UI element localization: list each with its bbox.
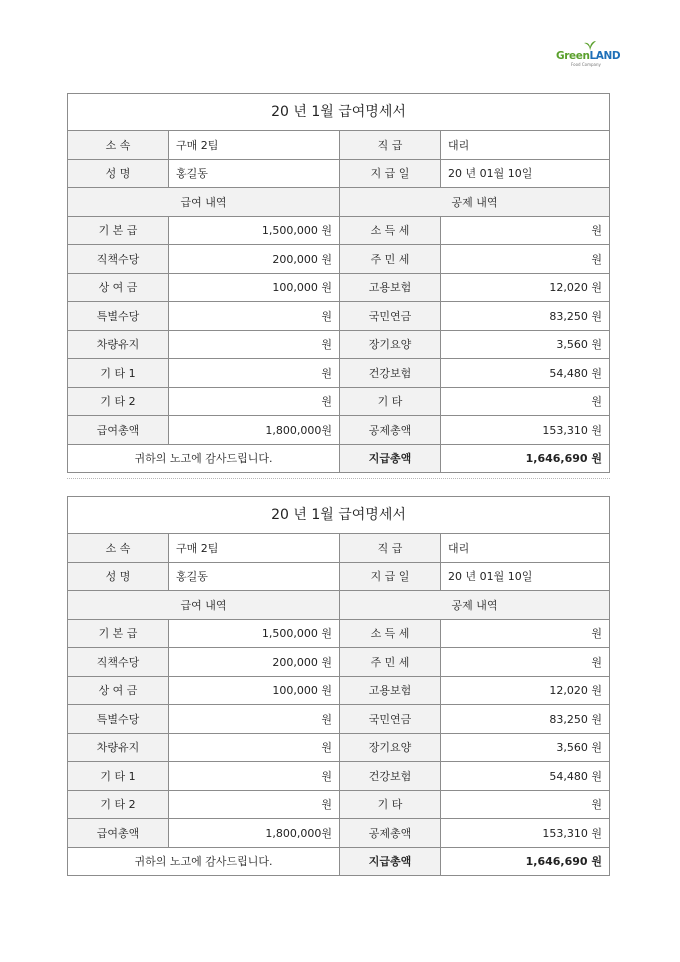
deduction-item-value: 원 [591,395,602,409]
footer-row [68,445,609,473]
table-row [68,388,609,417]
pay-item-label: 특별수당 [68,302,169,330]
table-row [68,331,609,360]
info-row-department [68,534,609,563]
pay-item-label: 특별수당 [68,705,169,733]
section-deduction-details: 공제 내역 [340,188,609,216]
pay-item-label: 기 타 2 [68,791,169,819]
value-name: 홍길동 [169,160,340,188]
pay-item-value: 1,500,000 원 [169,620,340,648]
table-row [68,245,609,274]
greenland-logo [556,40,621,70]
deduction-item-label: 국민연금 [340,302,441,330]
deduction-item-value: 원 [591,224,602,238]
gross-pay-value: 1,800,000원 [169,819,340,847]
deduction-item-value: 83,250 원 [549,309,602,323]
pay-item-label: 상 여 금 [68,274,169,302]
pay-item-label: 기 타 1 [68,359,169,387]
label-pay-date: 지 급 일 [340,563,441,591]
table-row [68,762,609,791]
value-pay-date: 20 년 01월 10일 [448,570,533,584]
table-row-totals [68,819,609,848]
table-row [68,620,609,649]
pay-item-value: 원 [169,762,340,790]
label-department: 소 속 [68,534,169,562]
deduction-item-label: 장기요양 [340,331,441,359]
deduction-item-label: 기 타 [340,791,441,819]
value-position: 대리 [448,541,470,555]
table-row [68,791,609,820]
table-row [68,217,609,246]
deduction-item-value: 원 [591,798,602,812]
section-header-row [68,188,609,217]
pay-item-value: 200,000 원 [169,245,340,273]
pay-item-value: 원 [169,331,340,359]
section-header-row [68,591,609,620]
label-position: 직 급 [340,131,441,159]
pay-item-value: 원 [169,359,340,387]
pay-item-value: 원 [169,388,340,416]
table-row [68,274,609,303]
deduction-item-value: 83,250 원 [549,712,602,726]
deduction-item-label: 소 득 세 [340,217,441,245]
deduction-item-label: 고용보험 [340,677,441,705]
thanks-message: 귀하의 노고에 감사드립니다. [68,445,340,473]
deduction-item-label: 국민연금 [340,705,441,733]
pay-item-value: 100,000 원 [169,677,340,705]
info-row-department [68,131,609,160]
cut-line [67,478,610,479]
deduction-item-label: 고용보험 [340,274,441,302]
label-name: 성 명 [68,563,169,591]
deduction-item-label: 주 민 세 [340,245,441,273]
deduction-item-label: 기 타 [340,388,441,416]
pay-item-label: 상 여 금 [68,677,169,705]
section-pay-details: 급여 내역 [68,188,340,216]
label-position: 직 급 [340,534,441,562]
deduction-item-value: 3,560 원 [556,741,602,755]
table-row [68,359,609,388]
table-row [68,677,609,706]
payslip-title: 20 년 1월 급여명세서 [68,497,609,534]
gross-pay-value: 1,800,000원 [169,416,340,444]
pay-item-label: 기 본 급 [68,217,169,245]
info-row-name [68,563,609,592]
deduction-item-label: 소 득 세 [340,620,441,648]
label-name: 성 명 [68,160,169,188]
section-pay-details: 급여 내역 [68,591,340,619]
deduction-item-value: 12,020 원 [549,684,602,698]
payslip-2 [67,496,610,876]
value-name: 홍길동 [169,563,340,591]
thanks-message: 귀하의 노고에 감사드립니다. [68,848,340,876]
deduction-item-value: 원 [591,627,602,641]
pay-item-label: 차량유지 [68,331,169,359]
pay-item-value: 200,000 원 [169,648,340,676]
deduction-item-value: 54,480 원 [549,366,602,380]
logo-subtitle: Food Company [571,62,601,67]
net-pay-value: 1,646,690 원 [525,855,602,869]
info-row-name [68,160,609,189]
total-deduction-label: 공제총액 [340,819,441,847]
table-row [68,648,609,677]
footer-row [68,848,609,876]
value-position: 대리 [448,138,470,152]
logo-wordmark: GreenLAND [556,50,621,62]
total-deduction-label: 공제총액 [340,416,441,444]
deduction-item-value: 3,560 원 [556,338,602,352]
payslip-title: 20 년 1월 급여명세서 [68,94,609,131]
pay-item-value: 원 [169,302,340,330]
pay-item-label: 직책수당 [68,245,169,273]
deduction-item-value: 원 [591,252,602,266]
net-pay-label: 지급총액 [340,445,441,473]
total-deduction-value: 153,310 원 [542,826,602,840]
gross-pay-label: 급여총액 [68,416,169,444]
value-department: 구매 2팀 [169,534,340,562]
pay-item-value: 100,000 원 [169,274,340,302]
table-row [68,734,609,763]
pay-item-value: 원 [169,734,340,762]
net-pay-label: 지급총액 [340,848,441,876]
pay-item-label: 기 본 급 [68,620,169,648]
table-row [68,302,609,331]
pay-item-value: 원 [169,705,340,733]
table-row [68,705,609,734]
deduction-item-label: 건강보험 [340,762,441,790]
pay-item-value: 원 [169,791,340,819]
deduction-item-value: 54,480 원 [549,769,602,783]
label-department: 소 속 [68,131,169,159]
gross-pay-label: 급여총액 [68,819,169,847]
pay-item-label: 기 타 1 [68,762,169,790]
deduction-item-label: 주 민 세 [340,648,441,676]
value-pay-date: 20 년 01월 10일 [448,167,533,181]
total-deduction-value: 153,310 원 [542,423,602,437]
pay-item-value: 1,500,000 원 [169,217,340,245]
deduction-item-value: 12,020 원 [549,281,602,295]
label-pay-date: 지 급 일 [340,160,441,188]
value-department: 구매 2팀 [169,131,340,159]
net-pay-value: 1,646,690 원 [525,452,602,466]
deduction-item-label: 장기요양 [340,734,441,762]
deduction-item-label: 건강보험 [340,359,441,387]
pay-item-label: 기 타 2 [68,388,169,416]
table-row-totals [68,416,609,445]
payslip-1 [67,93,610,473]
pay-item-label: 차량유지 [68,734,169,762]
pay-item-label: 직책수당 [68,648,169,676]
deduction-item-value: 원 [591,655,602,669]
section-deduction-details: 공제 내역 [340,591,609,619]
